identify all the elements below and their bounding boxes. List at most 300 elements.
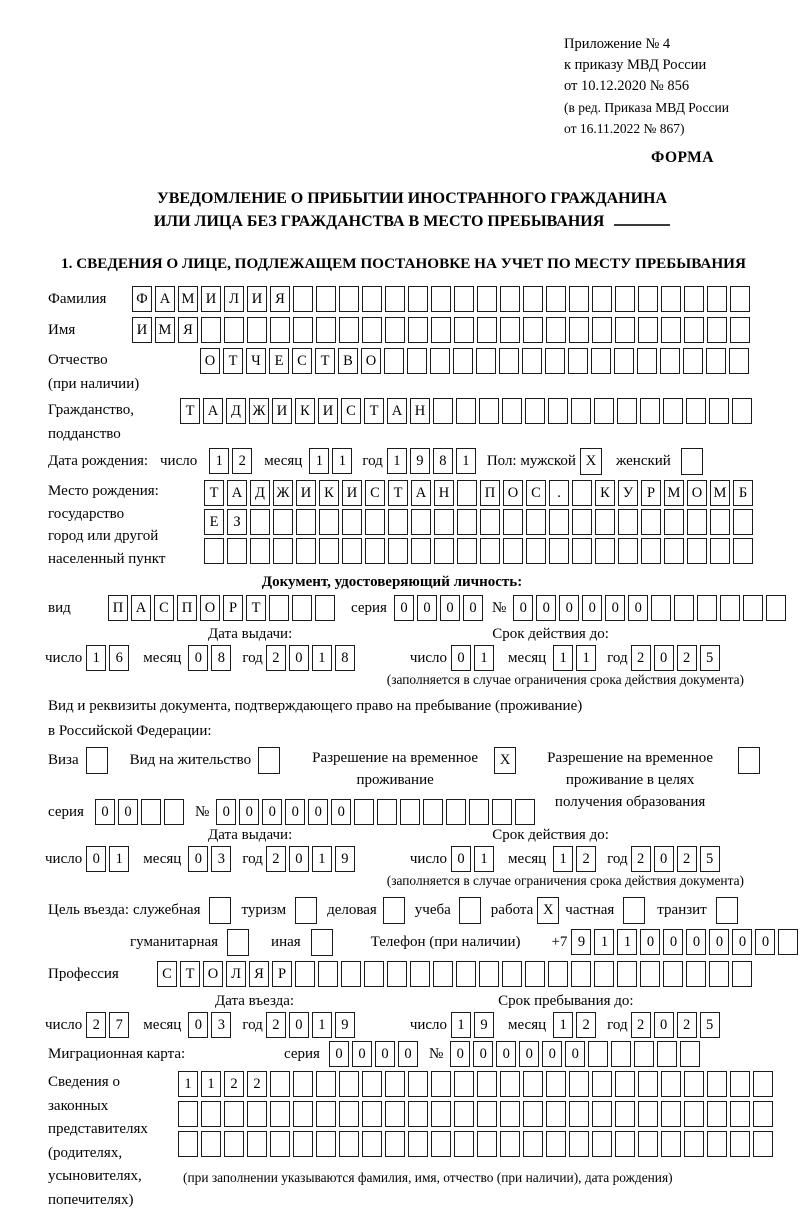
char-box[interactable]: [523, 1101, 543, 1127]
char-box[interactable]: [706, 348, 726, 374]
id-issue-day[interactable]: [86, 645, 132, 671]
char-box[interactable]: [201, 1101, 221, 1127]
char-box[interactable]: 8: [433, 448, 453, 474]
char-box[interactable]: [354, 799, 374, 825]
char-box[interactable]: 0: [542, 1041, 562, 1067]
char-box[interactable]: [178, 1131, 198, 1157]
char-box[interactable]: [546, 1131, 566, 1157]
char-box[interactable]: [292, 595, 312, 621]
char-box[interactable]: [480, 538, 500, 564]
char-box[interactable]: [710, 509, 730, 535]
char-box[interactable]: [385, 286, 405, 312]
char-box[interactable]: [430, 348, 450, 374]
char-box[interactable]: Т: [180, 961, 200, 987]
char-box[interactable]: [385, 1101, 405, 1127]
char-box[interactable]: Е: [204, 509, 224, 535]
char-box[interactable]: [684, 1101, 704, 1127]
char-box[interactable]: [709, 961, 729, 987]
char-box[interactable]: 0: [308, 799, 328, 825]
char-box[interactable]: [753, 1131, 773, 1157]
char-box[interactable]: И: [318, 398, 338, 424]
char-box[interactable]: [434, 509, 454, 535]
char-box[interactable]: [661, 286, 681, 312]
sex-female-checkbox[interactable]: [681, 448, 703, 475]
char-box[interactable]: [569, 1071, 589, 1097]
char-box[interactable]: [525, 961, 545, 987]
char-box[interactable]: [141, 799, 161, 825]
char-box[interactable]: [634, 1041, 654, 1067]
sex-male-checkbox[interactable]: X: [580, 448, 602, 475]
char-box[interactable]: З: [227, 509, 247, 535]
char-box[interactable]: [456, 398, 476, 424]
purpose-humanitarian-checkbox[interactable]: [227, 929, 249, 956]
char-box[interactable]: [224, 1131, 244, 1157]
char-box[interactable]: Я: [178, 317, 198, 343]
name-field[interactable]: [132, 317, 753, 343]
char-box[interactable]: [201, 1131, 221, 1157]
char-box[interactable]: [661, 1071, 681, 1097]
char-box[interactable]: 0: [118, 799, 138, 825]
temp-residence-checkbox[interactable]: X: [494, 747, 516, 774]
char-box[interactable]: [684, 1071, 704, 1097]
char-box[interactable]: Ж: [249, 398, 269, 424]
char-box[interactable]: [342, 538, 362, 564]
char-box[interactable]: [201, 317, 221, 343]
id-valid-year[interactable]: [631, 645, 723, 671]
res-issue-day[interactable]: [86, 846, 132, 872]
char-box[interactable]: [615, 1131, 635, 1157]
char-box[interactable]: [660, 348, 680, 374]
char-box[interactable]: [457, 480, 477, 506]
char-box[interactable]: Т: [364, 398, 384, 424]
phone-field[interactable]: [571, 929, 801, 955]
char-box[interactable]: [707, 286, 727, 312]
id-valid-day[interactable]: [451, 645, 497, 671]
char-box[interactable]: 1: [456, 448, 476, 474]
char-box[interactable]: [316, 1101, 336, 1127]
char-box[interactable]: 0: [262, 799, 282, 825]
char-box[interactable]: И: [201, 286, 221, 312]
char-box[interactable]: 0: [559, 595, 579, 621]
char-box[interactable]: 1: [312, 645, 332, 671]
char-box[interactable]: 0: [289, 1012, 309, 1038]
char-box[interactable]: [548, 398, 568, 424]
char-box[interactable]: 0: [188, 1012, 208, 1038]
char-box[interactable]: [684, 286, 704, 312]
char-box[interactable]: [476, 348, 496, 374]
char-box[interactable]: 0: [450, 1041, 470, 1067]
representatives-field-row3[interactable]: [178, 1131, 776, 1157]
char-box[interactable]: 1: [576, 645, 596, 671]
char-box[interactable]: [319, 538, 339, 564]
char-box[interactable]: [683, 348, 703, 374]
char-box[interactable]: 0: [216, 799, 236, 825]
char-box[interactable]: [431, 1101, 451, 1127]
purpose-official-checkbox[interactable]: [209, 897, 231, 924]
char-box[interactable]: 2: [576, 846, 596, 872]
purpose-tourism-checkbox[interactable]: [295, 897, 317, 924]
char-box[interactable]: [469, 799, 489, 825]
char-box[interactable]: [569, 1101, 589, 1127]
char-box[interactable]: Т: [315, 348, 335, 374]
char-box[interactable]: Я: [249, 961, 269, 987]
char-box[interactable]: [523, 1131, 543, 1157]
char-box[interactable]: Р: [272, 961, 292, 987]
res-valid-year[interactable]: [631, 846, 723, 872]
char-box[interactable]: [591, 348, 611, 374]
char-box[interactable]: И: [296, 480, 316, 506]
char-box[interactable]: А: [387, 398, 407, 424]
char-box[interactable]: [615, 286, 635, 312]
char-box[interactable]: 0: [565, 1041, 585, 1067]
char-box[interactable]: [339, 317, 359, 343]
char-box[interactable]: [730, 317, 750, 343]
char-box[interactable]: Ч: [246, 348, 266, 374]
char-box[interactable]: 0: [352, 1041, 372, 1067]
char-box[interactable]: 1: [451, 1012, 471, 1038]
char-box[interactable]: 1: [387, 448, 407, 474]
char-box[interactable]: 2: [677, 1012, 697, 1038]
char-box[interactable]: [377, 799, 397, 825]
char-box[interactable]: 1: [553, 645, 573, 671]
char-box[interactable]: [595, 509, 615, 535]
char-box[interactable]: [411, 538, 431, 564]
birth-place-field-row2[interactable]: [204, 509, 756, 535]
char-box[interactable]: [753, 1101, 773, 1127]
char-box[interactable]: Ф: [132, 286, 152, 312]
char-box[interactable]: [431, 1131, 451, 1157]
char-box[interactable]: [546, 1071, 566, 1097]
char-box[interactable]: 0: [375, 1041, 395, 1067]
char-box[interactable]: [707, 1131, 727, 1157]
char-box[interactable]: 9: [571, 929, 591, 955]
char-box[interactable]: [569, 286, 589, 312]
char-box[interactable]: [640, 961, 660, 987]
char-box[interactable]: 2: [677, 846, 697, 872]
char-box[interactable]: 0: [654, 846, 674, 872]
char-box[interactable]: Л: [224, 286, 244, 312]
char-box[interactable]: 2: [631, 846, 651, 872]
char-box[interactable]: [664, 509, 684, 535]
char-box[interactable]: [446, 799, 466, 825]
char-box[interactable]: [454, 1101, 474, 1127]
patronymic-field[interactable]: [200, 348, 752, 374]
char-box[interactable]: [615, 317, 635, 343]
purpose-business-checkbox[interactable]: [383, 897, 405, 924]
char-box[interactable]: 1: [309, 448, 329, 474]
char-box[interactable]: Н: [434, 480, 454, 506]
char-box[interactable]: 1: [553, 846, 573, 872]
char-box[interactable]: У: [618, 480, 638, 506]
char-box[interactable]: А: [411, 480, 431, 506]
char-box[interactable]: [270, 317, 290, 343]
char-box[interactable]: И: [132, 317, 152, 343]
char-box[interactable]: [571, 398, 591, 424]
char-box[interactable]: Р: [641, 480, 661, 506]
char-box[interactable]: [638, 317, 658, 343]
char-box[interactable]: [549, 538, 569, 564]
char-box[interactable]: [546, 286, 566, 312]
char-box[interactable]: [269, 595, 289, 621]
char-box[interactable]: [522, 348, 542, 374]
purpose-other-checkbox[interactable]: [311, 929, 333, 956]
char-box[interactable]: М: [178, 286, 198, 312]
char-box[interactable]: 2: [266, 1012, 286, 1038]
char-box[interactable]: С: [365, 480, 385, 506]
char-box[interactable]: [618, 538, 638, 564]
char-box[interactable]: [293, 286, 313, 312]
char-box[interactable]: И: [272, 398, 292, 424]
representatives-field-row2[interactable]: [178, 1101, 776, 1127]
char-box[interactable]: [743, 595, 763, 621]
char-box[interactable]: [316, 1071, 336, 1097]
char-box[interactable]: [500, 1101, 520, 1127]
migration-number-field[interactable]: [450, 1041, 703, 1067]
char-box[interactable]: [293, 1071, 313, 1097]
char-box[interactable]: [611, 1041, 631, 1067]
char-box[interactable]: Т: [246, 595, 266, 621]
char-box[interactable]: [766, 595, 786, 621]
char-box[interactable]: 0: [289, 846, 309, 872]
char-box[interactable]: Т: [388, 480, 408, 506]
char-box[interactable]: [477, 317, 497, 343]
char-box[interactable]: [664, 538, 684, 564]
char-box[interactable]: 0: [582, 595, 602, 621]
char-box[interactable]: [316, 317, 336, 343]
char-box[interactable]: [247, 317, 267, 343]
char-box[interactable]: 2: [247, 1071, 267, 1097]
char-box[interactable]: 0: [440, 595, 460, 621]
char-box[interactable]: [454, 1071, 474, 1097]
char-box[interactable]: [732, 398, 752, 424]
char-box[interactable]: [638, 1131, 658, 1157]
char-box[interactable]: 9: [474, 1012, 494, 1038]
char-box[interactable]: [549, 509, 569, 535]
char-box[interactable]: .: [549, 480, 569, 506]
char-box[interactable]: А: [203, 398, 223, 424]
char-box[interactable]: 2: [631, 645, 651, 671]
char-box[interactable]: Ж: [273, 480, 293, 506]
char-box[interactable]: [500, 1071, 520, 1097]
char-box[interactable]: [710, 538, 730, 564]
char-box[interactable]: [730, 1101, 750, 1127]
char-box[interactable]: [479, 398, 499, 424]
char-box[interactable]: [617, 398, 637, 424]
char-box[interactable]: [707, 1101, 727, 1127]
char-box[interactable]: [684, 317, 704, 343]
birth-year-field[interactable]: [387, 448, 479, 474]
char-box[interactable]: 0: [188, 645, 208, 671]
char-box[interactable]: 1: [332, 448, 352, 474]
char-box[interactable]: [571, 961, 591, 987]
char-box[interactable]: 3: [211, 846, 231, 872]
char-box[interactable]: [204, 538, 224, 564]
char-box[interactable]: 0: [86, 846, 106, 872]
char-box[interactable]: [454, 1131, 474, 1157]
char-box[interactable]: [293, 1131, 313, 1157]
char-box[interactable]: [595, 538, 615, 564]
char-box[interactable]: [637, 348, 657, 374]
char-box[interactable]: [388, 509, 408, 535]
char-box[interactable]: 9: [335, 1012, 355, 1038]
char-box[interactable]: [638, 1071, 658, 1097]
surname-field[interactable]: [132, 286, 753, 312]
char-box[interactable]: С: [526, 480, 546, 506]
char-box[interactable]: [502, 398, 522, 424]
char-box[interactable]: [339, 286, 359, 312]
char-box[interactable]: 0: [709, 929, 729, 955]
char-box[interactable]: 3: [211, 1012, 231, 1038]
char-box[interactable]: А: [155, 286, 175, 312]
char-box[interactable]: М: [664, 480, 684, 506]
char-box[interactable]: [503, 538, 523, 564]
char-box[interactable]: 0: [451, 645, 471, 671]
char-box[interactable]: 0: [513, 595, 533, 621]
char-box[interactable]: [592, 1071, 612, 1097]
char-box[interactable]: [480, 509, 500, 535]
char-box[interactable]: 8: [335, 645, 355, 671]
residence-number-field[interactable]: [216, 799, 538, 825]
char-box[interactable]: [400, 799, 420, 825]
char-box[interactable]: 1: [474, 846, 494, 872]
char-box[interactable]: 2: [576, 1012, 596, 1038]
char-box[interactable]: Р: [223, 595, 243, 621]
char-box[interactable]: 0: [755, 929, 775, 955]
char-box[interactable]: [515, 799, 535, 825]
char-box[interactable]: О: [203, 961, 223, 987]
char-box[interactable]: К: [595, 480, 615, 506]
char-box[interactable]: О: [200, 348, 220, 374]
char-box[interactable]: 1: [617, 929, 637, 955]
char-box[interactable]: [730, 286, 750, 312]
char-box[interactable]: [273, 509, 293, 535]
char-box[interactable]: [339, 1131, 359, 1157]
char-box[interactable]: М: [155, 317, 175, 343]
char-box[interactable]: 0: [654, 645, 674, 671]
char-box[interactable]: [224, 1101, 244, 1127]
char-box[interactable]: [408, 286, 428, 312]
char-box[interactable]: [641, 538, 661, 564]
entry-year[interactable]: [266, 1012, 358, 1038]
char-box[interactable]: С: [154, 595, 174, 621]
char-box[interactable]: [362, 1131, 382, 1157]
char-box[interactable]: 0: [496, 1041, 516, 1067]
char-box[interactable]: [502, 961, 522, 987]
res-valid-day[interactable]: [451, 846, 497, 872]
char-box[interactable]: [588, 1041, 608, 1067]
residence-permit-checkbox[interactable]: [258, 747, 280, 774]
char-box[interactable]: [572, 480, 592, 506]
char-box[interactable]: [296, 509, 316, 535]
char-box[interactable]: [457, 509, 477, 535]
char-box[interactable]: [500, 1131, 520, 1157]
char-box[interactable]: [733, 509, 753, 535]
char-box[interactable]: [385, 1131, 405, 1157]
char-box[interactable]: [730, 1071, 750, 1097]
char-box[interactable]: [545, 348, 565, 374]
char-box[interactable]: [663, 398, 683, 424]
char-box[interactable]: [546, 317, 566, 343]
char-box[interactable]: [500, 317, 520, 343]
char-box[interactable]: 5: [700, 1012, 720, 1038]
char-box[interactable]: [572, 509, 592, 535]
char-box[interactable]: О: [503, 480, 523, 506]
char-box[interactable]: 2: [232, 448, 252, 474]
char-box[interactable]: А: [131, 595, 151, 621]
char-box[interactable]: [492, 799, 512, 825]
char-box[interactable]: [592, 1101, 612, 1127]
char-box[interactable]: Д: [226, 398, 246, 424]
char-box[interactable]: 0: [289, 645, 309, 671]
char-box[interactable]: [411, 509, 431, 535]
char-box[interactable]: [477, 1101, 497, 1127]
char-box[interactable]: [707, 317, 727, 343]
char-box[interactable]: [454, 317, 474, 343]
char-box[interactable]: [614, 348, 634, 374]
char-box[interactable]: [384, 348, 404, 374]
char-box[interactable]: [316, 286, 336, 312]
char-box[interactable]: [270, 1101, 290, 1127]
char-box[interactable]: Л: [226, 961, 246, 987]
char-box[interactable]: 2: [631, 1012, 651, 1038]
char-box[interactable]: [697, 595, 717, 621]
char-box[interactable]: [477, 286, 497, 312]
char-box[interactable]: П: [108, 595, 128, 621]
char-box[interactable]: [526, 509, 546, 535]
char-box[interactable]: [503, 509, 523, 535]
char-box[interactable]: М: [710, 480, 730, 506]
char-box[interactable]: К: [319, 480, 339, 506]
res-valid-month[interactable]: [553, 846, 599, 872]
char-box[interactable]: [640, 398, 660, 424]
char-box[interactable]: 0: [95, 799, 115, 825]
until-year[interactable]: [631, 1012, 723, 1038]
char-box[interactable]: [546, 1101, 566, 1127]
entry-day[interactable]: [86, 1012, 132, 1038]
char-box[interactable]: [227, 538, 247, 564]
char-box[interactable]: [500, 286, 520, 312]
char-box[interactable]: [615, 1071, 635, 1097]
char-box[interactable]: С: [341, 398, 361, 424]
char-box[interactable]: [364, 961, 384, 987]
char-box[interactable]: [293, 317, 313, 343]
purpose-study-checkbox[interactable]: [459, 897, 481, 924]
char-box[interactable]: 1: [312, 846, 332, 872]
residence-series-field[interactable]: [95, 799, 187, 825]
char-box[interactable]: [663, 961, 683, 987]
profession-field[interactable]: [157, 961, 755, 987]
char-box[interactable]: П: [480, 480, 500, 506]
char-box[interactable]: [523, 317, 543, 343]
char-box[interactable]: [684, 1131, 704, 1157]
char-box[interactable]: Т: [204, 480, 224, 506]
char-box[interactable]: [686, 961, 706, 987]
char-box[interactable]: Т: [223, 348, 243, 374]
char-box[interactable]: [362, 1071, 382, 1097]
char-box[interactable]: 2: [677, 645, 697, 671]
char-box[interactable]: [617, 961, 637, 987]
char-box[interactable]: [408, 1131, 428, 1157]
char-box[interactable]: 0: [519, 1041, 539, 1067]
char-box[interactable]: [365, 509, 385, 535]
char-box[interactable]: [641, 509, 661, 535]
char-box[interactable]: К: [295, 398, 315, 424]
id-issue-month[interactable]: [188, 645, 234, 671]
char-box[interactable]: [410, 961, 430, 987]
char-box[interactable]: [592, 1131, 612, 1157]
char-box[interactable]: [339, 1101, 359, 1127]
char-box[interactable]: Б: [733, 480, 753, 506]
